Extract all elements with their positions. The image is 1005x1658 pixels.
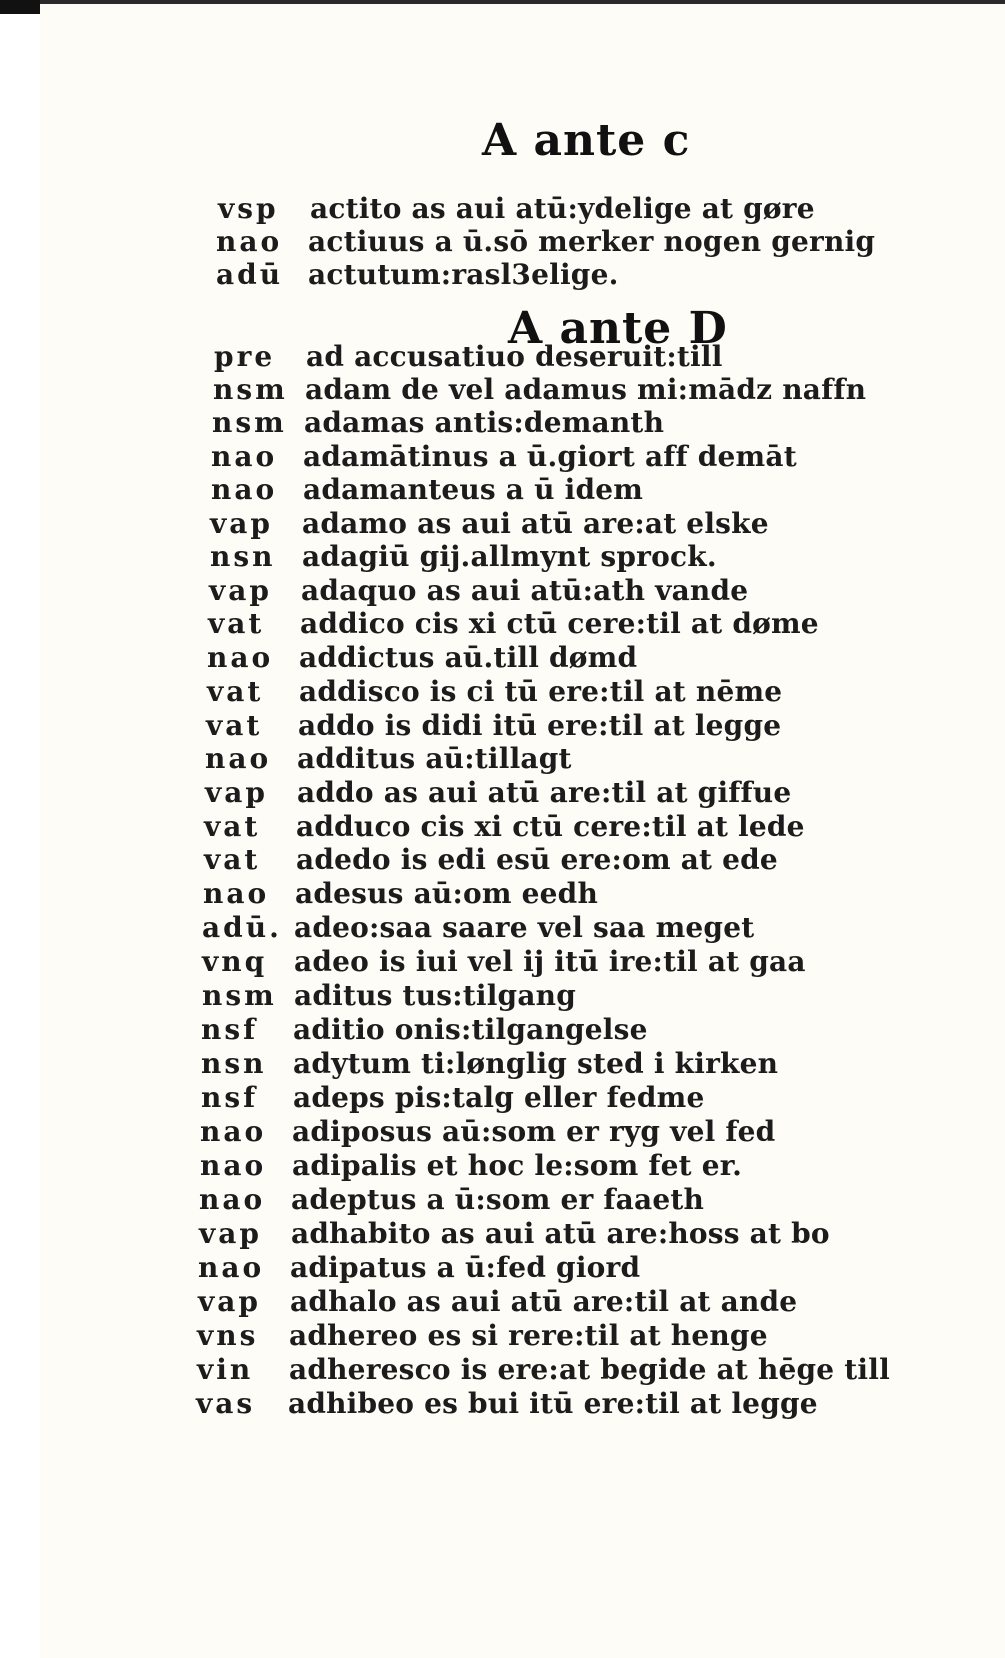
entry-text: addo is didi itū ere:til at legge [298, 709, 782, 742]
entry-text: adamo as aui atū are:at elske [302, 507, 769, 540]
grammar-code: adū. [202, 911, 282, 944]
entry-text: aditus tus:tilgang [294, 979, 577, 1012]
scan-corner-mark [0, 0, 40, 14]
grammar-code: nsf [201, 1081, 259, 1114]
entry-text: adamanteus a ū idem [303, 473, 644, 506]
grammar-code: nao [211, 473, 278, 506]
entry-text: adduco cis xi ctū cere:til at lede [296, 810, 805, 843]
grammar-code: vas [196, 1387, 256, 1420]
entry-text: adamātinus a ū.giort aff demāt [303, 440, 797, 473]
entry-text: actiuus a ū.sō merker nogen gernig [308, 225, 876, 258]
grammar-code: vap [210, 507, 273, 540]
entry-text: adam de vel adamus mi:mādz naffn [305, 373, 867, 406]
entry-text: adeo is iui vel ij itū ire:til at gaa [294, 945, 806, 978]
grammar-code: nsm [213, 373, 288, 406]
grammar-code: vns [197, 1319, 259, 1352]
entry-text: adeo:saa saare vel saa meget [294, 911, 755, 944]
grammar-code: vap [209, 574, 272, 607]
entry-text: adipatus a ū:fed giord [290, 1251, 641, 1284]
grammar-code: nao [200, 1149, 267, 1182]
page-margin [0, 0, 40, 1658]
grammar-code: nao [198, 1251, 265, 1284]
entry-text: adamas antis:demanth [304, 406, 665, 439]
grammar-code: vap [198, 1285, 261, 1318]
entry-text: adhereo es si rere:til at henge [289, 1319, 768, 1352]
grammar-code: nao [205, 742, 272, 775]
entry-text: adiposus aū:som er ryg vel fed [292, 1115, 776, 1148]
grammar-code: nsf [201, 1013, 259, 1046]
entry-text: additus aū:tillagt [297, 742, 572, 775]
grammar-code: adū [216, 258, 284, 291]
grammar-code: nsm [212, 406, 287, 439]
entry-text: adheresco is ere:at begide at hēge till [289, 1353, 890, 1386]
grammar-code: vap [199, 1217, 262, 1250]
grammar-code: vat [204, 843, 261, 876]
grammar-code: vat [206, 709, 263, 742]
grammar-code: nao [211, 440, 278, 473]
grammar-code: nao [200, 1115, 267, 1148]
entry-text: adytum ti:lønglig sted i kirken [293, 1047, 779, 1080]
entry-text: aditio onis:tilgangelse [293, 1013, 648, 1046]
entry-text: adhibeo es bui itū ere:til at legge [288, 1387, 818, 1420]
entry-text: adipalis et hoc le:som fet er. [292, 1149, 743, 1182]
grammar-code: nsm [202, 979, 277, 1012]
grammar-code: vat [207, 675, 264, 708]
grammar-code: nao [207, 641, 274, 674]
entry-text: addico cis xi ctū cere:til at døme [300, 607, 819, 640]
grammar-code: nsn [210, 540, 276, 573]
grammar-code: nao [216, 225, 283, 258]
entry-text: adedo is edi esū ere:om at ede [296, 843, 778, 876]
grammar-code: nao [203, 877, 270, 910]
grammar-code: vat [208, 607, 265, 640]
grammar-code: pre [214, 340, 276, 373]
entry-text: adesus aū:om eedh [295, 877, 599, 910]
grammar-code: nsn [201, 1047, 267, 1080]
entry-text: addisco is ci tū ere:til at nēme [299, 675, 783, 708]
grammar-code: vsp [218, 192, 279, 225]
grammar-code: vat [204, 810, 261, 843]
section-heading-c: A ante c [482, 115, 691, 166]
grammar-code: vnq [202, 945, 268, 978]
grammar-code: nao [199, 1183, 266, 1216]
entry-text: adhabito as aui atū are:hoss at bo [291, 1217, 830, 1250]
entry-text: actito as aui atū:ydelige at gøre [310, 192, 815, 225]
entry-text: adeptus a ū:som er faaeth [291, 1183, 705, 1216]
entry-text: actutum:rasl3elige. [308, 258, 619, 291]
entry-text: addo as aui atū are:til at giffue [297, 776, 792, 809]
entry-text: adaquo as aui atū:ath vande [301, 574, 749, 607]
grammar-code: vin [197, 1353, 254, 1386]
grammar-code: vap [205, 776, 268, 809]
entry-text: adagiū gij.allmynt sprock. [302, 540, 717, 573]
entry-text: addictus aū.till dømd [299, 641, 638, 674]
section-heading-d: A ante D [508, 303, 728, 354]
scan-top-edge [40, 0, 1005, 4]
entry-text: adhalo as aui atū are:til at ande [290, 1285, 798, 1318]
entry-text: ad accusatiuo deseruit:till [306, 340, 723, 373]
entry-text: adeps pis:talg eller fedme [293, 1081, 705, 1114]
